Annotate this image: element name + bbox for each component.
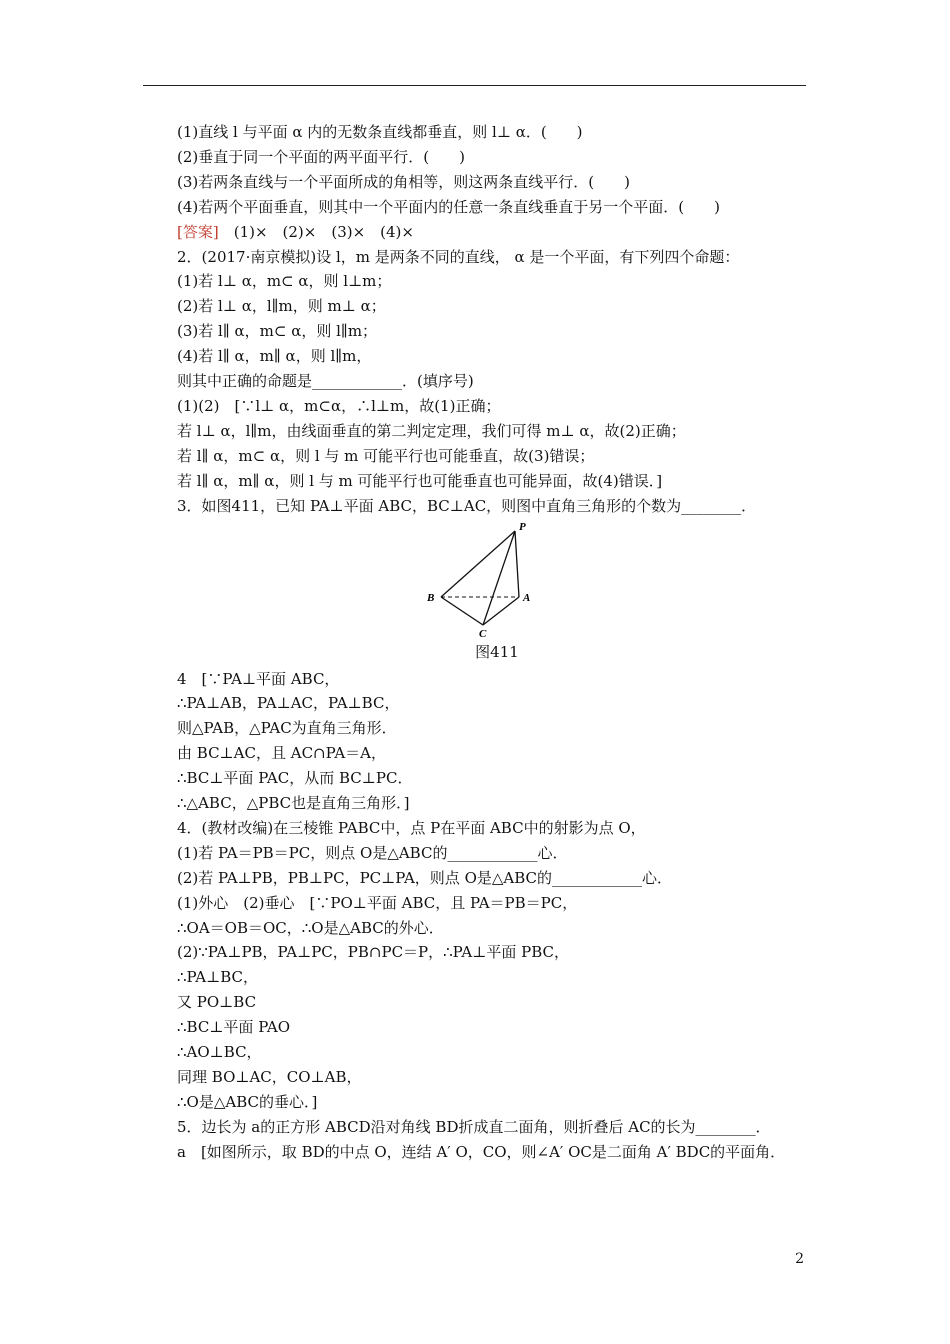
- text-line: ∴PA⊥AB，PA⊥AC，PA⊥BC，: [177, 694, 400, 713]
- text-line: (3)若两条直线与一个平面所成的角相等，则这两条直线平行．( ): [177, 172, 630, 191]
- answer-line: [177, 220, 817, 245]
- text-line: (2)若 l⊥ α，l∥m，则 m⊥ α；: [177, 297, 386, 316]
- answer-text: (1)× (2)× (3)× (4)×: [218, 222, 414, 241]
- text-line: 4 [∵PA⊥平面 ABC，: [177, 669, 340, 688]
- text-line: 又 PO⊥BC: [177, 993, 257, 1012]
- figure-411: [177, 521, 817, 663]
- text-line: (2)垂直于同一个平面的两平面平行．( ): [177, 147, 465, 166]
- text-line: 若 l∥ α，m⊂ α，则 l 与 m 可能平行也可能垂直，故(3)错误；: [177, 446, 595, 465]
- text-line: (1)外心 (2)垂心 [∵PO⊥平面 ABC，且 PA＝PB＝PC，: [177, 893, 578, 912]
- header-rule: [143, 85, 806, 86]
- exercise-2-3: [177, 245, 817, 519]
- label-p: P: [519, 520, 526, 533]
- text-line: ∴O是△ABC的垂心．]: [177, 1092, 318, 1111]
- label-b: B: [427, 591, 435, 604]
- text-line: (1)若 PA＝PB＝PC，则点 O是△ABC的____________心．: [177, 843, 568, 862]
- text-line: 5．边长为 a的正方形 ABCD沿对角线 BD折成直二面角，则折叠后 AC的长为________．: [177, 1117, 771, 1136]
- text-line: 则△PAB，△PAC为直角三角形．: [177, 719, 397, 738]
- text-line: ∴AO⊥BC，: [177, 1043, 262, 1062]
- text-line: (2)∵PA⊥PB，PA⊥PC，PB∩PC＝P，∴PA⊥平面 PBC，: [177, 943, 569, 962]
- text-line: 由 BC⊥AC，且 AC∩PA＝A，: [177, 744, 386, 763]
- text-line: ∴△ABC，△PBC也是直角三角形．]: [177, 794, 410, 813]
- text-line: 若 l⊥ α，l∥m，由线面垂直的第二判定定理，我们可得 m⊥ α，故(2)正确；: [177, 421, 686, 440]
- page-content: [177, 120, 817, 1165]
- text-line: 若 l∥ α，m∥ α，则 l 与 m 可能平行也可能垂直也可能异面，故(4)错误．]: [177, 471, 663, 490]
- answer-tag: [答案]: [177, 222, 219, 241]
- figure-caption: 图411: [475, 642, 519, 661]
- page-number: 2: [795, 1251, 804, 1267]
- text-line: 同理 BO⊥AC，CO⊥AB，: [177, 1068, 362, 1086]
- text-line: 则其中正确的命题是____________．(填序号): [177, 372, 474, 391]
- text-line: ∴PA⊥BC，: [177, 968, 258, 987]
- pyramid-diagram: [427, 521, 567, 639]
- text-line: (4)若 l∥ α，m∥ α，则 l∥m，: [177, 347, 372, 366]
- label-c: C: [479, 627, 487, 639]
- text-line: (1)直线 l 与平面 α 内的无数条直线都垂直，则 l⊥ α．( ): [177, 123, 583, 141]
- text-line: 2．(2017·南京模拟)设 l，m 是两条不同的直线， α 是一个平面，有下列四个命题：: [177, 247, 740, 266]
- text-line: (1)(2) [∵l⊥ α，m⊂α，∴l⊥m，故(1)正确；: [177, 396, 501, 415]
- text-line: (1)若 l⊥ α，m⊂ α，则 l⊥m；: [177, 272, 392, 291]
- text-line: (2)若 PA⊥PB，PB⊥PC，PC⊥PA，则点 O是△ABC的____________心．: [177, 868, 673, 887]
- text-line: ∴OA＝OB＝OC，∴O是△ABC的外心．: [177, 918, 444, 937]
- text-line: 4．(教材改编)在三棱锥 PABC中，点 P在平面 ABC中的射影为点 O，: [177, 818, 646, 837]
- label-a: A: [523, 591, 531, 604]
- exercise-1-statements: [177, 120, 817, 245]
- edge-pa: [515, 531, 519, 597]
- text-line: 3．如图411，已知 PA⊥平面 ABC，BC⊥AC，则图中直角三角形的个数为________．: [177, 496, 757, 515]
- text-line: ∴BC⊥平面 PAC，从而 BC⊥PC．: [177, 769, 413, 788]
- text-line: ∴BC⊥平面 PAO: [177, 1018, 291, 1037]
- text-line: a [如图所示，取 BD的中点 O，连结 A′ O，CO，则∠A′ OC是二面角 A′ BDC的平面角．: [177, 1142, 786, 1161]
- edge-bc: [441, 597, 483, 625]
- text-line: (4)若两个平面垂直，则其中一个平面内的任意一条直线垂直于另一个平面．( ): [177, 197, 720, 216]
- exercise-3-5-solutions: [177, 667, 817, 1165]
- text-line: (3)若 l∥ α，m⊂ α，则 l∥m；: [177, 322, 378, 341]
